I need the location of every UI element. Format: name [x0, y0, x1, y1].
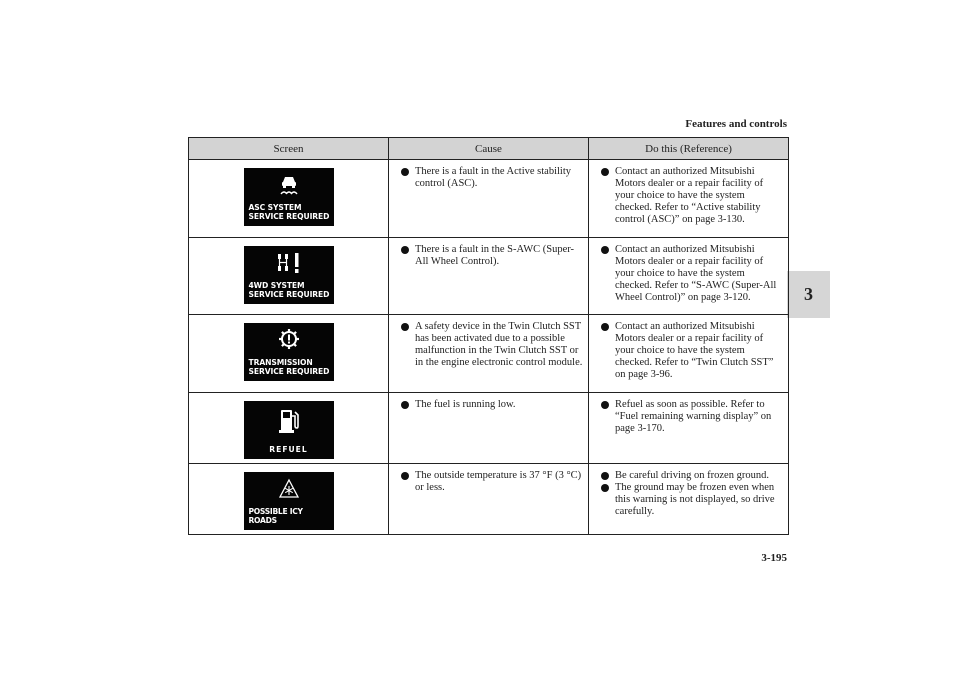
action-cell [589, 393, 789, 464]
dash-message: REFUEL [269, 445, 308, 454]
dash-message: TRANSMISSION SERVICE REQUIRED [248, 358, 330, 376]
bullet-icon [401, 168, 409, 176]
bullet-icon [601, 168, 609, 176]
list-item: A safety device in the Twin Clutch SST has been activated due to a possible malfunction in the Twin Clutch SST or in the engine electronic control module. [401, 321, 584, 369]
transmission-warning-icon [244, 328, 334, 350]
table-row [189, 393, 789, 464]
dash-display-refuel [244, 401, 334, 459]
screen-cell [189, 393, 389, 464]
list-item: There is a fault in the S-AWC (Super-All Wheel Control). [401, 244, 584, 268]
list-item: Contact an authorized Mitsubishi Motors dealer or a repair facility of your choice to have the system checked. Refer to “Twin Clutch SST” on page 3-96. [601, 321, 784, 381]
table-row [189, 160, 789, 238]
bullet-icon [601, 246, 609, 254]
screen-cell [189, 315, 389, 393]
list-item: There is a fault in the Active stability control (ASC). [401, 166, 584, 190]
cause-cell [389, 393, 589, 464]
list-item: Contact an authorized Mitsubishi Motors dealer or a repair facility of your choice to have the system checked. Refer to “S-AWC (Super-All Wheel Control)” on page 3-120. [601, 244, 784, 304]
list-item: Refuel as soon as possible. Refer to “Fuel remaining warning display” on page 3-170. [601, 399, 784, 435]
cause-cell [389, 160, 589, 238]
column-header-cause: Cause [389, 138, 589, 160]
bullet-icon [601, 472, 609, 480]
list-item: Be careful driving on frozen ground. [601, 470, 784, 482]
bullet-icon [401, 472, 409, 480]
bullet-icon [601, 401, 609, 409]
list-item: The ground may be frozen even when this warning is not displayed, so drive carefully. [601, 482, 784, 518]
page-header-title: Features and controls [685, 118, 787, 130]
column-header-screen: Screen [189, 138, 389, 160]
screen-cell [189, 238, 389, 315]
action-cell [589, 238, 789, 315]
dash-display-4wd [244, 246, 334, 304]
table-row [189, 238, 789, 315]
dash-display-icy-roads [244, 472, 334, 530]
dash-message: 4WD SYSTEM SERVICE REQUIRED [248, 281, 330, 299]
cause-cell [389, 238, 589, 315]
bullet-icon [401, 323, 409, 331]
action-cell [589, 315, 789, 393]
list-item: Contact an authorized Mitsubishi Motors dealer or a repair facility of your choice to have the system checked. Refer to “Active stability control (ASC)” on page 3-130. [601, 166, 784, 226]
column-header-action: Do this (Reference) [589, 138, 789, 160]
asc-skid-car-icon [244, 173, 334, 195]
fuel-pump-icon [244, 408, 334, 434]
screen-cell [189, 160, 389, 238]
bullet-icon [601, 323, 609, 331]
warning-display-table [188, 137, 789, 535]
4wd-warning-icon [244, 251, 334, 275]
dash-message: ASC SYSTEM SERVICE REQUIRED [248, 203, 330, 221]
dash-display-asc [244, 168, 334, 226]
bullet-icon [601, 484, 609, 492]
table-row [189, 315, 789, 393]
table-row [189, 464, 789, 535]
screen-cell [189, 464, 389, 535]
cause-cell [389, 464, 589, 535]
list-item: The fuel is running low. [401, 399, 584, 411]
list-item: The outside temperature is 37 °F (3 °C) or less. [401, 470, 584, 494]
cause-cell [389, 315, 589, 393]
dash-display-transmission [244, 323, 334, 381]
table-header-row [189, 138, 789, 160]
action-cell [589, 464, 789, 535]
ice-warning-icon [244, 478, 334, 500]
page-number: 3-195 [761, 552, 787, 564]
bullet-icon [401, 246, 409, 254]
action-cell [589, 160, 789, 238]
chapter-tab: 3 [787, 271, 830, 318]
bullet-icon [401, 401, 409, 409]
dash-message: POSSIBLE ICY ROADS [248, 507, 303, 525]
